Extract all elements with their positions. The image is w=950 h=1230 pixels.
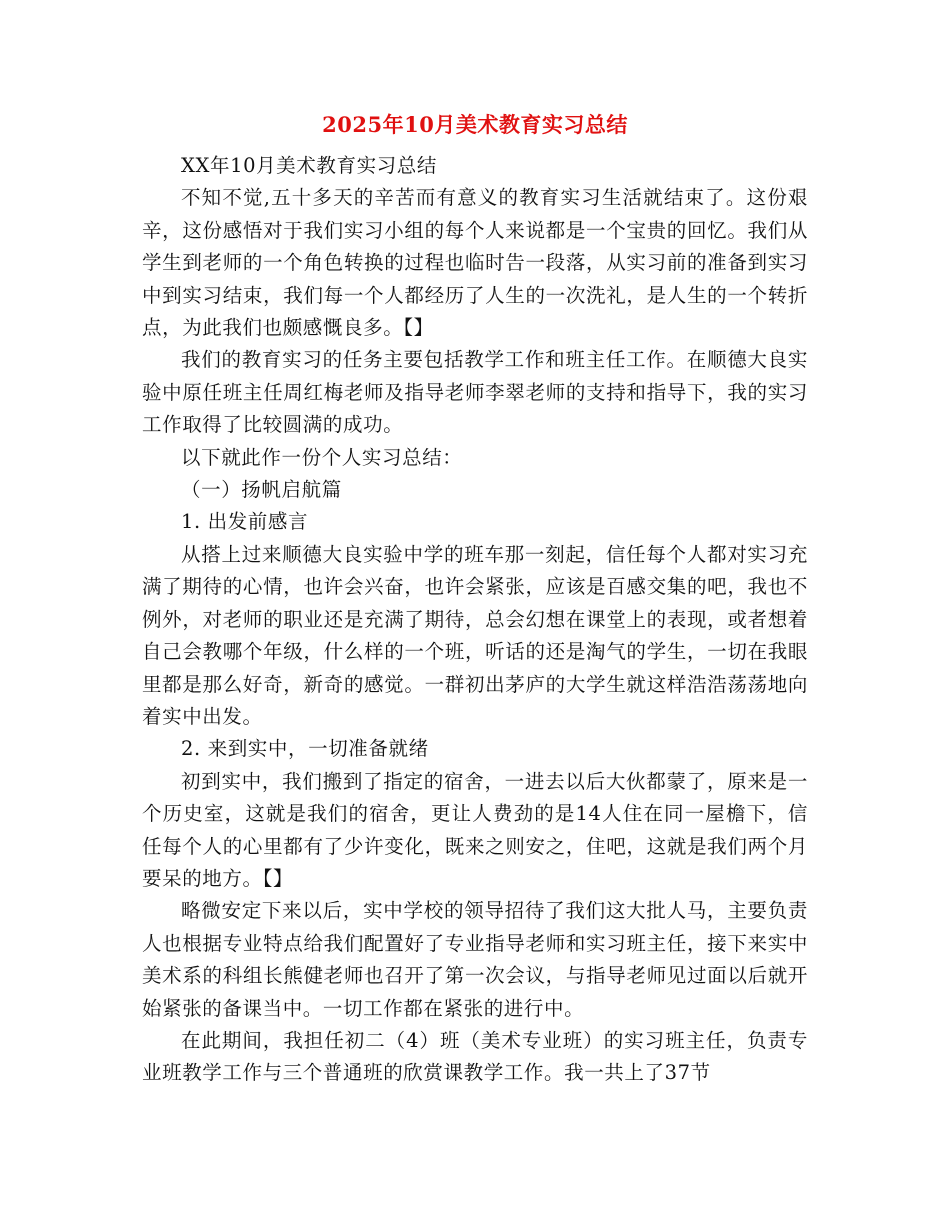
section-heading: （一）扬帆启航篇 (181, 478, 342, 502)
paragraph: 不知不觉,五十多天的辛苦而有意义的教育实习生活就结束了。这份艰辛，这份感悟对于我们实习小组的每个人来说都是一个宝贵的回忆。我们从学生到老师的一个角色转换的过程也临时告一段落，从实习前的准备到实习中到实习结束，我们每一个人都经历了人生的一次洗礼，是人生的一个转折点，为此我们也颇感慨良多。【】 (142, 186, 808, 340)
paragraph: 我们的教育实习的任务主要包括教学工作和班主任工作。在顺德大良实验中原任班主任周红梅老师及指导老师李翠老师的支持和指导下，我的实习工作取得了比较圆满的成功。 (142, 348, 808, 437)
document-body (142, 150, 808, 1090)
subsection-heading: 2. 来到实中，一切准备就绪 (181, 737, 429, 761)
document-title: 2025年10月美术教育实习总结 (322, 112, 628, 137)
paragraph: 从搭上过来顺德大良实验中学的班车那一刻起，信任每个人都对实习充满了期待的心情，也许会兴奋，也许会紧张，应该是百感交集的吧，我也不例外，对老师的职业还是充满了期待，总会幻想在课堂上的表现，或者想着自己会教哪个年级，什么样的一个班，听话的还是淘气的学生，一切在我眼里都是那么好奇，新奇的感觉。一群初出茅庐的大学生就这样浩浩荡荡地向着实中出发。 (142, 542, 808, 728)
paragraph: 在此期间，我担任初二（4）班（美术专业班）的实习班主任，负责专业班教学工作与三个普通班的欣赏课教学工作。我一共上了37节 (142, 1028, 808, 1085)
paragraph: 略微安定下来以后，实中学校的领导招待了我们这大批人马，主要负责人也根据专业特点给我们配置好了专业指导老师和实习班主任，接下来实中美术系的科组长熊健老师也召开了第一次会议，与指导老师见过面以后就开始紧张的备课当中。一切工作都在紧张的进行中。 (142, 899, 808, 1020)
paragraph: 以下就此作一份个人实习总结： (181, 445, 463, 469)
subsection-heading: 1. 出发前感言 (181, 510, 309, 534)
paragraph: 初到实中，我们搬到了指定的宿舍，一进去以后大伙都蒙了，原来是一个历史室，这就是我们的宿舍，更让人费劲的是14人住在同一屋檐下，信任每个人的心里都有了少许变化，既来之则安之，住吧，这就是我们两个月要呆的地方。【】 (142, 769, 808, 890)
subtitle-paragraph: XX年10月美术教育实习总结 (181, 154, 437, 177)
